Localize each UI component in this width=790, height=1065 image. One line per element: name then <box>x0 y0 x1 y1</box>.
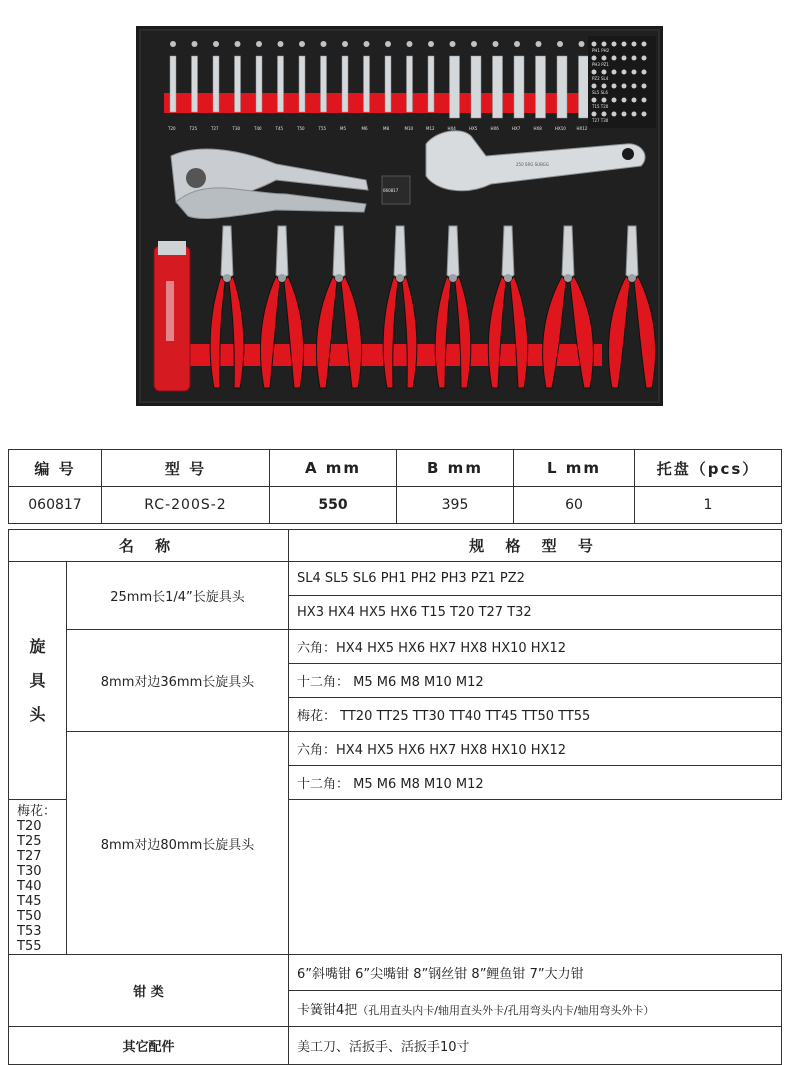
small-bit <box>612 42 617 47</box>
spec-header-code: 编 号 <box>9 450 102 487</box>
small-bit <box>622 112 627 117</box>
others-row: 美工刀、活扳手、活扳手10寸 <box>289 1027 782 1065</box>
spec-header-a: A mm <box>270 450 397 487</box>
group2-row3: 梅花： TT20 TT25 TT30 TT40 TT45 TT50 TT55 <box>289 698 782 732</box>
small-bit-label: T27 T30 <box>592 118 609 123</box>
small-bit-label: SL5 SL6 <box>592 90 608 95</box>
tray-code-label: 060817 <box>383 188 399 193</box>
pliers-row1: 6”斜嘴钳 6”尖嘴钳 8”钢丝钳 8”鲤鱼钳 7”大力钳 <box>289 955 782 991</box>
small-bit <box>602 98 607 103</box>
small-bit <box>612 84 617 89</box>
group1-name: 25mm长1/4”长旋具头 <box>67 562 289 630</box>
small-bit <box>642 42 647 47</box>
spec-value-model: RC-200S-2 <box>102 487 270 524</box>
bit-label: HX4 <box>447 126 456 131</box>
spec-value-row <box>9 487 782 524</box>
others-name: 其它配件 <box>9 1027 289 1065</box>
table-row <box>9 1027 782 1065</box>
small-bit <box>592 98 597 103</box>
wrench-marking: 250 SRG SUBGG <box>516 162 549 167</box>
small-bit-label: PH1 PH2 <box>592 48 610 53</box>
pliers-row2-main: 卡簧钳4把 <box>297 1003 358 1018</box>
spec-value-a: 550 <box>270 487 397 524</box>
bit-label: HX7 <box>512 126 521 131</box>
small-bit <box>642 98 647 103</box>
group1-row2: HX3 HX4 HX5 HX6 T15 T20 T27 T32 <box>289 596 782 630</box>
small-bit-label: PH3 PZ1 <box>592 62 609 67</box>
small-bit <box>622 70 627 75</box>
small-bit <box>592 84 597 89</box>
small-bit <box>612 98 617 103</box>
bit-label: T45 <box>275 126 284 131</box>
small-bit <box>592 70 597 75</box>
small-bit <box>602 70 607 75</box>
bit-label: HX8 <box>533 126 542 131</box>
small-bit <box>642 70 647 75</box>
small-bit-label: PZ2 SL4 <box>592 76 609 81</box>
spec-table <box>8 449 782 524</box>
utility-knife-image <box>154 241 190 391</box>
category-bits: 旋 具 头 <box>9 562 67 800</box>
small-bit <box>592 56 597 61</box>
pliers-name: 钳 类 <box>9 955 289 1027</box>
bit-label: HX10 <box>555 126 566 131</box>
bit-label: M12 <box>426 126 435 131</box>
spec-column-header: 规 格 型 号 <box>289 530 782 562</box>
group1-row1: SL4 SL5 SL6 PH1 PH2 PH3 PZ1 PZ2 <box>289 562 782 596</box>
contents-table <box>8 529 782 1065</box>
small-bit <box>622 84 627 89</box>
table-row <box>9 955 782 991</box>
small-bit <box>592 112 597 117</box>
bit-label: T20 <box>168 126 176 131</box>
spec-value-tray: 1 <box>635 487 782 524</box>
small-bit <box>632 98 637 103</box>
small-bit-label: T15 T20 <box>592 104 609 109</box>
small-bit <box>602 112 607 117</box>
table-row <box>9 562 782 596</box>
small-bit <box>632 112 637 117</box>
small-bit <box>612 112 617 117</box>
small-bit <box>632 70 637 75</box>
small-bit <box>622 42 627 47</box>
group3-name: 8mm对边80mm长旋具头 <box>67 732 289 955</box>
bit-label: HX6 <box>490 126 499 131</box>
name-column-header: 名 称 <box>9 530 289 562</box>
spec-header-tray: 托盘（pcs） <box>635 450 782 487</box>
small-bit <box>632 84 637 89</box>
tool-tray-illustration <box>136 26 663 406</box>
small-bit <box>642 112 647 117</box>
spec-header-model: 型 号 <box>102 450 270 487</box>
spec-header-row <box>9 450 782 487</box>
small-bit <box>642 56 647 61</box>
group2-row2: 十二角： M5 M6 M8 M10 M12 <box>289 664 782 698</box>
bit-label: T27 <box>211 126 219 131</box>
group3-row3: 梅花： T20 T25 T27 T30 T40 T45 T50 T53 T55 <box>9 800 67 955</box>
small-bit <box>622 98 627 103</box>
small-bit <box>612 70 617 75</box>
small-bit <box>592 42 597 47</box>
spec-value-l: 60 <box>514 487 635 524</box>
contents-header-row <box>9 530 782 562</box>
small-bit <box>602 56 607 61</box>
spec-value-code: 060817 <box>9 487 102 524</box>
bit-label: M8 <box>383 126 389 131</box>
bit-label: HX12 <box>576 126 588 131</box>
group3-row1: 六角：HX4 HX5 HX6 HX7 HX8 HX10 HX12 <box>289 732 782 766</box>
spec-header-l: L mm <box>514 450 635 487</box>
bit-label: M10 <box>404 126 414 131</box>
small-bit <box>642 84 647 89</box>
group2-name: 8mm对边36mm长旋具头 <box>67 630 289 732</box>
small-bit <box>632 56 637 61</box>
pliers-row2 <box>289 991 782 1027</box>
spec-header-b: B mm <box>397 450 514 487</box>
group3-row2: 十二角： M5 M6 M8 M10 M12 <box>289 766 782 800</box>
small-bit <box>602 42 607 47</box>
table-row <box>9 630 782 664</box>
pliers-row2-detail: （孔用直头内卡/轴用直头外卡/孔用弯头内卡/轴用弯头外卡） <box>357 1004 655 1017</box>
bit-label: T30 <box>232 126 241 131</box>
bit-label: T40 <box>254 126 262 131</box>
bit-label: M6 <box>361 126 368 131</box>
small-bits-block <box>588 36 656 128</box>
group2-row1: 六角：HX4 HX5 HX6 HX7 HX8 HX10 HX12 <box>289 630 782 664</box>
small-bit <box>632 42 637 47</box>
bit-label: M5 <box>340 126 346 131</box>
table-row <box>9 732 782 766</box>
bit-label: T25 <box>189 126 198 131</box>
bit-label: HX5 <box>469 126 478 131</box>
small-bit <box>602 84 607 89</box>
product-photo <box>136 26 663 406</box>
spec-value-b: 395 <box>397 487 514 524</box>
bit-label: T55 <box>318 126 327 131</box>
bit-label: T50 <box>297 126 305 131</box>
small-bit <box>622 56 627 61</box>
small-bit <box>612 56 617 61</box>
